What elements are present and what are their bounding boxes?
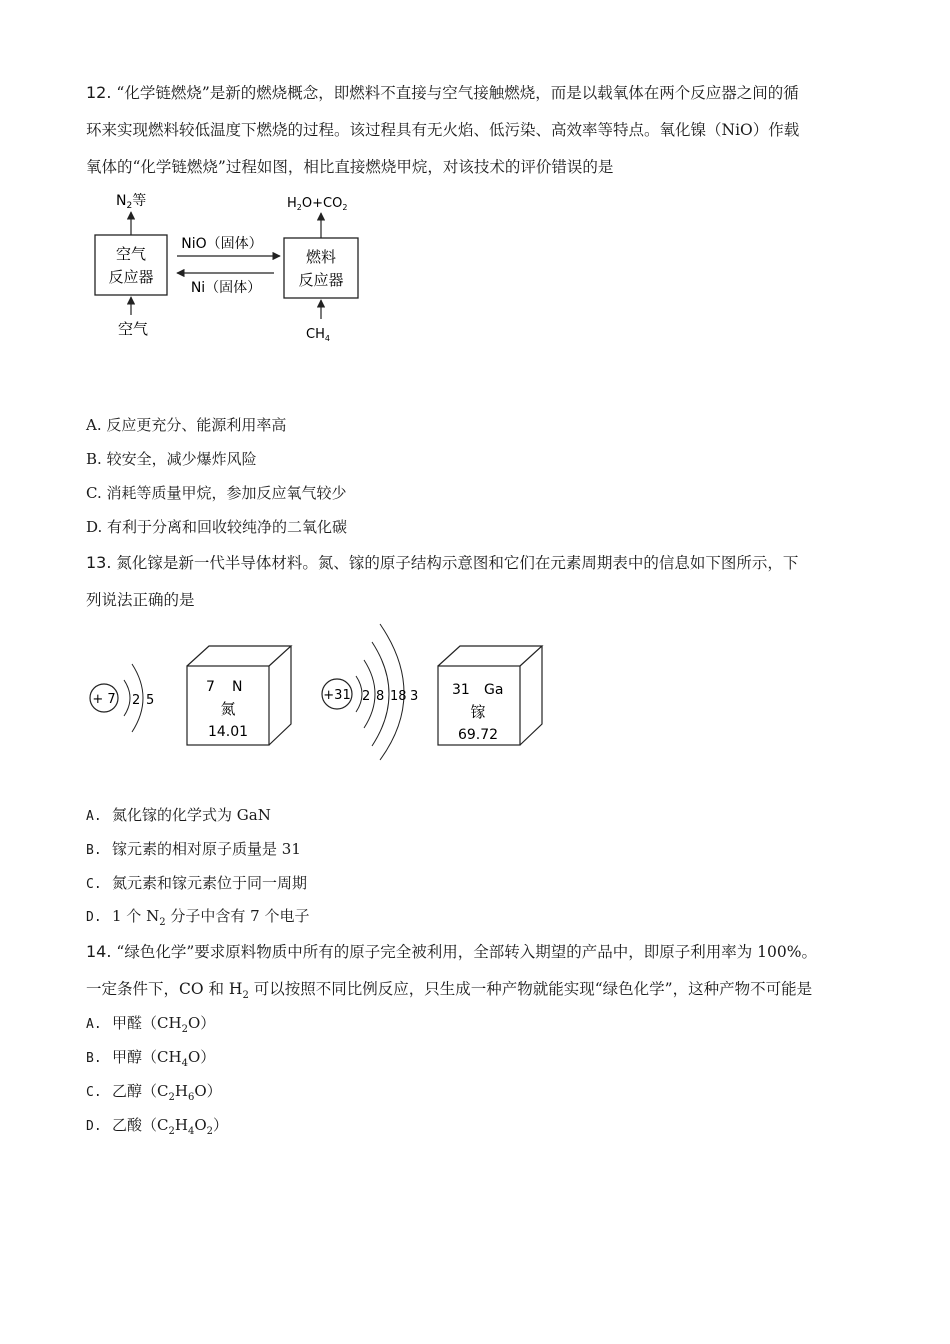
nitrogen-element-card [187, 646, 291, 745]
q14-option-a-formula: $CH_2O$ [157, 1014, 201, 1035]
gallium-shell-2-count: 8 [376, 689, 385, 704]
q14-option-a[interactable]: A. 甲醛$(CH_2O)$ [86, 1014, 216, 1035]
q13-line-2: 列说法正确的是 [86, 591, 195, 609]
q13-option-d[interactable]: D. 1 个 $N_2$ 分子中含有 7 个电子 [86, 907, 310, 928]
q14-option-b[interactable]: B. 甲醇$(CH_4O)$ [86, 1048, 216, 1069]
q14-option-c-formula: $C_2H_6O$ [157, 1082, 207, 1103]
q12-number: 12. [86, 83, 112, 102]
q13-stem-1: 氮化镓是新一代半导体材料。氮、镓的原子结构示意图和它们在元素周期表中的信息如下图所示，下 [116, 554, 799, 572]
q13-number: 13. [86, 553, 112, 572]
n2-label: $N_2$等 [116, 193, 147, 211]
q13-option-c[interactable]: C. 氮元素和镓元素位于同一周期 [86, 874, 308, 892]
nio-label: NiO（固体） [181, 236, 263, 252]
q13-option-a[interactable]: A. 氮化镓的化学式为 GaN [86, 806, 271, 824]
q12-option-d[interactable]: D. 有利于分离和回收较纯净的二氧化碳 [86, 518, 348, 536]
chemical-looping-diagram [80, 185, 400, 345]
nitrogen-shell-2-count: 5 [146, 693, 155, 708]
nitrogen-atom-diagram [90, 664, 154, 732]
q14-option-b-formula: $CH_4O$ [157, 1048, 201, 1069]
nitrogen-atomic-number: 7 [206, 679, 215, 695]
gallium-atom-diagram [322, 624, 418, 760]
gallium-element-card [438, 646, 542, 745]
ni-label: Ni（固体） [190, 280, 262, 296]
air-input-label: 空气 [117, 320, 149, 338]
fuel-reactor-box [284, 238, 358, 298]
q12-option-a[interactable]: A. 反应更充分、能源利用率高 [86, 416, 287, 434]
gallium-shell-4-count: 3 [410, 689, 419, 704]
q12-line-3: 氧体的“化学链燃烧”过程如图，相比直接燃烧甲烷，对该技术的评价错误的是 [86, 158, 614, 176]
nitrogen-symbol: N [232, 679, 243, 695]
q13-line-1 [86, 551, 798, 573]
gallium-name: 镓 [470, 703, 486, 721]
nitrogen-shell-1 [124, 680, 130, 716]
gallium-nucleus-charge: +31 [323, 688, 351, 703]
nitrogen-mass: 14.01 [207, 724, 249, 740]
q14-option-d-formula: $C_2H_4O_2$ [157, 1116, 214, 1137]
q14-option-d[interactable]: D. 乙酸$(C_2H_4O_2)$ [86, 1116, 229, 1137]
q12-line-1 [86, 81, 799, 103]
q13-option-b[interactable]: B. 镓元素的相对原子质量是 31 [86, 840, 301, 858]
air-reactor-box [95, 235, 167, 295]
fuel-reactor-label-2: 反应器 [298, 271, 344, 289]
q12-option-b[interactable]: B. 较安全，减少爆炸风险 [86, 450, 257, 468]
air-reactor-label-2: 反应器 [108, 268, 154, 286]
q14-stem-1: “绿色化学”要求原料物质中所有的原子完全被利用，全部转入期望的产品中，即原子利用率为 100%。 [116, 943, 817, 961]
q12-stem-1: “化学链燃烧”是新的燃烧概念，即燃料不直接与空气接触燃烧，而是以载氧体在两个反应器之间的循 [116, 84, 799, 102]
air-reactor-label-1: 空气 [115, 245, 147, 263]
fuel-reactor-label-1: 燃料 [305, 248, 337, 266]
gallium-symbol: Ga [484, 682, 504, 698]
gallium-atomic-number: 31 [452, 682, 470, 698]
q14-line-2: 一定条件下，CO 和 $H_2$ 可以按照不同比例反应，只生成一种产物就能实现“绿色化学”，这种产物不可能是 [86, 980, 813, 1002]
atomic-structure-figure [80, 618, 550, 763]
h2o-co2-label: $H_2O+CO_2$ [287, 196, 348, 212]
q12-line-2: 环来实现燃料较低温度下燃烧的过程。该过程具有无火焰、低污染、高效率等特点。氧化镍（NiO）作载 [86, 121, 800, 139]
nitrogen-nucleus-charge: + 7 [92, 692, 116, 707]
gallium-shell-3-count: 18 [390, 689, 407, 704]
q14-number: 14. [86, 942, 112, 961]
q14-option-c[interactable]: C. 乙醇$(C_2H_6O)$ [86, 1082, 222, 1103]
ch4-label: $CH_4$ [306, 327, 330, 343]
nitrogen-name: 氮 [220, 700, 236, 718]
q14-line-1 [86, 940, 817, 962]
gallium-mass: 69.72 [457, 727, 499, 743]
q12-option-c[interactable]: C. 消耗等质量甲烷，参加反应氧气较少 [86, 484, 347, 502]
nitrogen-shell-1-count: 2 [132, 693, 141, 708]
gallium-shell-1-count: 2 [362, 689, 371, 704]
